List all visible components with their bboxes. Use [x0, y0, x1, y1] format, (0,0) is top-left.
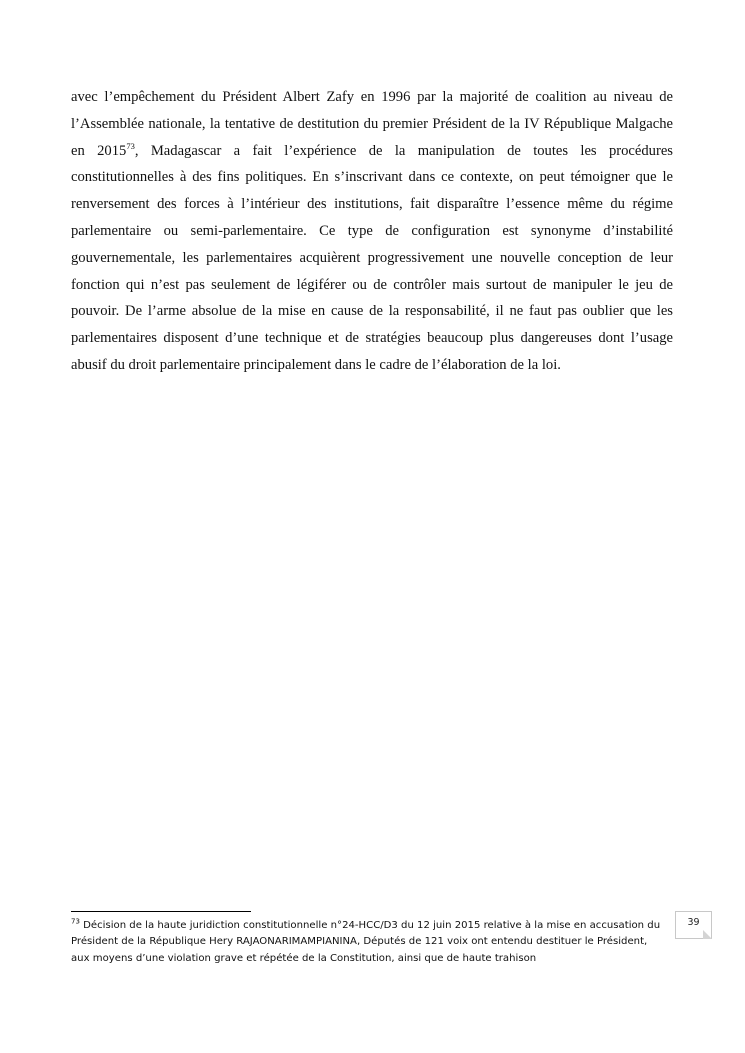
footnote-reference[interactable]: 73	[126, 140, 135, 151]
paragraph-line: pouvoir. De l’arme absolue de la mise en cause de la responsabilité, il ne faut pas oublier que les	[71, 303, 673, 320]
footnote-line: Président de la République Hery RAJAONARIMAMPIANINA, Députés de 121 voix ont entendu destituer le Président,	[71, 936, 648, 948]
paragraph-line: l’Assemblée nationale, la tentative de destitution du premier Président de la IV République Malgache	[71, 115, 673, 132]
page-number: 39	[687, 917, 700, 928]
paragraph-line: gouvernementale, les parlementaires acquièrent progressivement une nouvelle conception de leur	[71, 249, 673, 266]
paragraph-line: renversement des forces à l’intérieur des institutions, fait disparaître l’essence même du régime	[71, 196, 673, 213]
paragraph-line: en 2015$^{73}$, Madagascar a fait l’expérience de la manipulation de toutes les procédures	[71, 140, 673, 159]
paragraph-line: parlementaire ou semi-parlementaire. Ce type de configuration est synonyme d’instabilité	[71, 222, 673, 239]
footnote-separator	[71, 911, 251, 912]
paragraph-line: avec l’empêchement du Président Albert Zafy en 1996 par la majorité de coalition au niveau de	[71, 89, 673, 105]
footnote-line	[71, 918, 666, 934]
footnote-marker: 73	[71, 917, 80, 926]
paragraph-line: abusif du droit parlementaire principalement dans le cadre de l’élaboration de la loi.	[71, 356, 561, 373]
page-curl-icon	[703, 930, 712, 939]
page-number-box	[675, 911, 712, 939]
paragraph-line: constitutionnelles à des fins politiques. En s’inscrivant dans ce contexte, on peut témoigner que le	[71, 169, 673, 186]
footnote	[71, 918, 666, 967]
paragraph-line: parlementaires disposent d’une technique et de stratégies beaucoup plus dangereuses dont l’usage	[71, 330, 673, 347]
main-paragraph	[71, 84, 673, 379]
paragraph-line-rest: Madagascar a fait l’expérience de la manipulation de toutes les procédures	[150, 142, 673, 159]
footnote-line: aux moyens d’une violation grave et répétée de la Constitution, ainsi que de haute trahison	[71, 952, 537, 964]
paragraph-line: fonction qui n’est pas seulement de légiférer ou de contrôler mais surtout de manipuler le jeu de	[71, 276, 673, 293]
paragraph-line-prefix: en 2015	[71, 142, 127, 159]
footnote-line-text: Décision de la haute juridiction constitutionnelle n°24-HCC/D3 du 12 juin 2015 relative à la mise en accusation du	[79, 920, 661, 931]
